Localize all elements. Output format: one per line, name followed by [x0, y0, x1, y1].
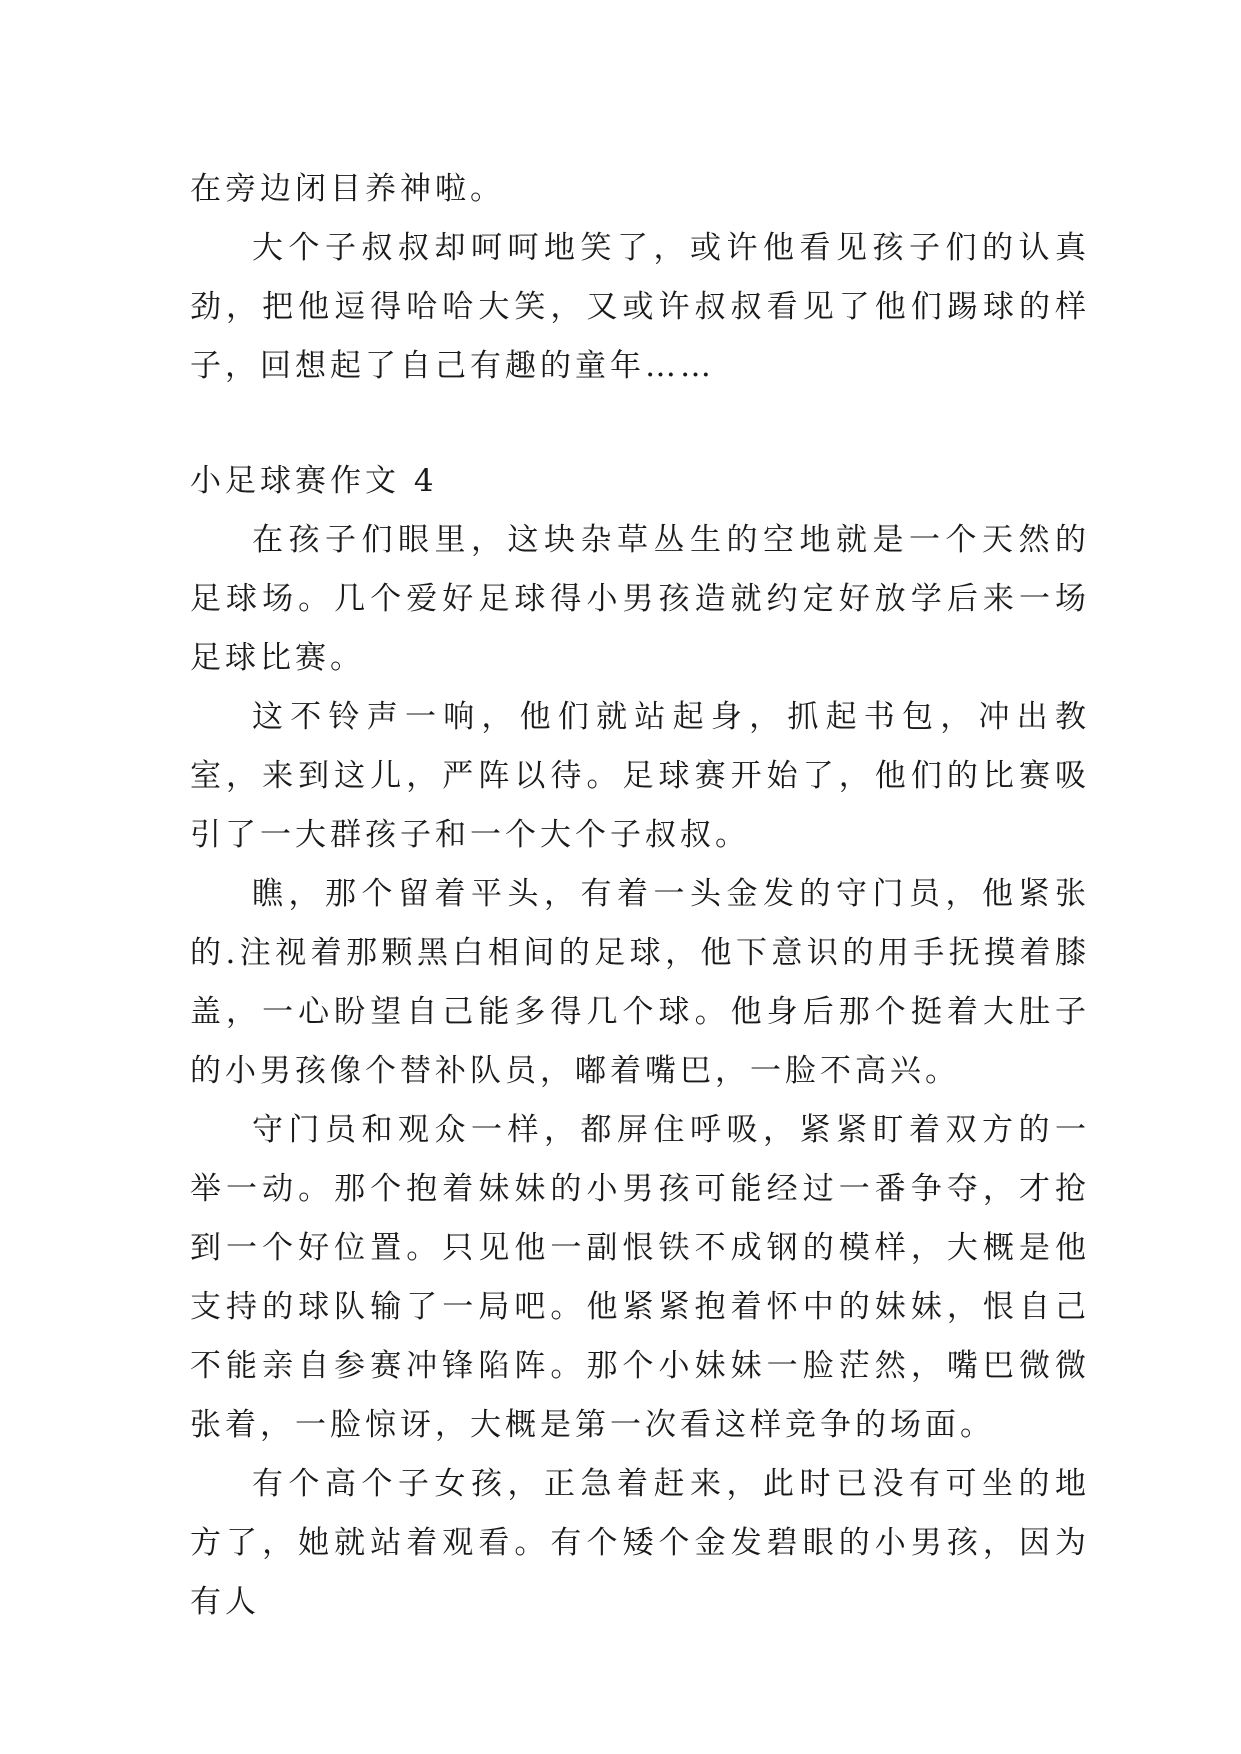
document-body: [190, 160, 1090, 1632]
paragraph-goalkeeper: 瞧，那个留着平头，有着一头金发的守门员，他紧张的.注视着那颗黑白相间的足球，他下意识的用手抚摸着膝盖，一心盼望自己能多得几个球。他身后那个挺着大肚子的小男孩像个替补队员，嘟着嘴巴，一脸不高兴。: [190, 876, 1090, 1089]
section-title: 小足球赛作文 4: [190, 463, 438, 499]
paragraph-uncle-laughs: 大个子叔叔却呵呵地笑了，或许他看见孩子们的认真劲，把他逗得哈哈大笑，又或许叔叔看见了他们踢球的样子，回想起了自己有趣的童年……: [190, 230, 1090, 384]
paragraph-continuation: 在旁边闭目养神啦。: [190, 171, 505, 207]
paragraph-tall-girl: 有个高个子女孩，正急着赶来，此时已没有可坐的地方了，她就站着观看。有个矮个金发碧眼的小男孩，因为有人: [190, 1466, 1090, 1620]
paragraph-bell: 这不铃声一响，他们就站起身，抓起书包，冲出教室，来到这儿，严阵以待。足球赛开始了，他们的比赛吸引了一大群孩子和一个大个子叔叔。: [190, 699, 1090, 853]
paragraph-field: 在孩子们眼里，这块杂草丛生的空地就是一个天然的足球场。几个爱好足球得小男孩造就约定好放学后来一场足球比赛。: [190, 522, 1090, 676]
paragraph-spectators: 守门员和观众一样，都屏住呼吸，紧紧盯着双方的一举一动。那个抱着妹妹的小男孩可能经过一番争夺，才抢到一个好位置。只见他一副恨铁不成钢的模样，大概是他支持的球队输了一局吧。他紧紧抱着怀中的妹妹，恨自己不能亲自参赛冲锋陷阵。那个小妹妹一脸茫然，嘴巴微微张着，一脸惊讶，大概是第一次看这样竞争的场面。: [190, 1112, 1090, 1443]
